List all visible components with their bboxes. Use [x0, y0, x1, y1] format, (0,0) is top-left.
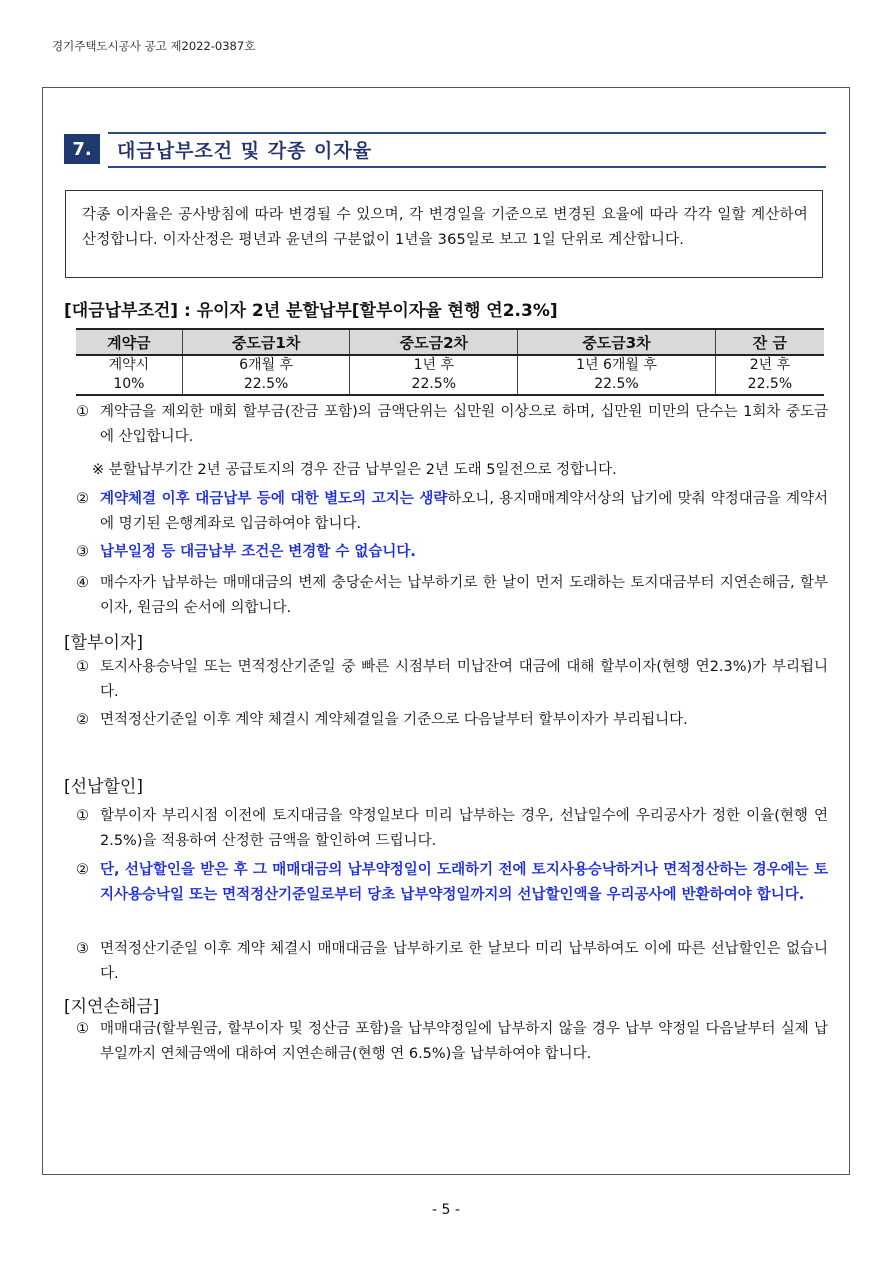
table-cell: 22.5% — [350, 375, 518, 395]
table-row-timing — [76, 355, 824, 375]
item-marker: ② — [76, 712, 89, 728]
table-cell: 22.5% — [715, 375, 824, 395]
prepayment-item-2 — [76, 858, 828, 908]
prepayment-item-3 — [76, 937, 828, 987]
prepayment-heading: [선납할인] — [64, 777, 143, 797]
table-cell: 22.5% — [182, 375, 350, 395]
item-text: 면적정산기준일 이후 계약 체결시 계약체결일을 기준으로 다음날부터 할부이자가 부리됩니다. — [100, 712, 688, 728]
section-rule-top — [108, 132, 826, 134]
item-marker: ④ — [76, 575, 89, 591]
item-marker: ① — [76, 808, 89, 824]
item-text: 토지사용승낙일 또는 면적정산기준일 중 빠른 시점부터 미납잔여 대금에 대해 할부이자(현행 연2.3%)가 부리됩니다. — [100, 659, 828, 700]
payment-schedule-table — [76, 328, 824, 396]
payment-terms-heading: [대금납부조건] : 유이자 2년 분할납부[할부이자율 현행 연2.3%] — [64, 301, 558, 321]
item-text: 할부이자 부리시점 이전에 토지대금을 약정일보다 미리 납부하는 경우, 선납일수에 우리공사가 정한 이율(현행 연2.5%)을 적용하여 산정한 금액을 할인하여 드립니다. — [100, 808, 828, 849]
table-header: 중도금1차 — [182, 329, 350, 355]
late-fee-heading: [지연손해금] — [64, 997, 160, 1017]
table-cell: 1년 6개월 후 — [518, 355, 716, 375]
payment-item-1 — [76, 400, 828, 450]
table-header: 중도금3차 — [518, 329, 716, 355]
table-row-ratio — [76, 375, 824, 395]
installment-item-2 — [76, 708, 828, 733]
table-header-row — [76, 329, 824, 355]
item-text: 매수자가 납부하는 매매대금의 변제 충당순서는 납부하기로 한 날이 먼저 도래하는 토지대금부터 지연손해금, 할부이자, 원금의 순서에 의합니다. — [100, 575, 828, 616]
payment-note: ※ 분할납부기간 2년 공급토지의 경우 잔금 납부일은 2년 도래 5일전으로 정합니다. — [92, 462, 617, 478]
table-cell: 1년 후 — [350, 355, 518, 375]
payment-item-3 — [76, 540, 828, 565]
item-marker: ① — [76, 659, 89, 675]
item-highlight: 계약체결 이후 대금납부 등에 대한 별도의 고지는 생략 — [100, 491, 448, 507]
table-cell: 22.5% — [518, 375, 716, 395]
item-marker: ③ — [76, 544, 89, 560]
page-number: - 5 - — [432, 1202, 460, 1218]
table-cell: 10% — [76, 375, 182, 395]
item-text: 면적정산기준일 이후 계약 체결시 매매대금을 납부하기로 한 날보다 미리 납부하여도 이에 따른 선납할인은 없습니다. — [100, 941, 828, 982]
table-cell: 6개월 후 — [182, 355, 350, 375]
item-highlight: 납부일정 등 대금납부 조건은 변경할 수 없습니다. — [100, 544, 416, 560]
item-marker: ① — [76, 1021, 89, 1037]
item-marker: ③ — [76, 941, 89, 957]
document-reference: 경기주택도시공사 공고 제2022-0387호 — [52, 39, 256, 53]
item-text: 매매대금(할부원금, 할부이자 및 정산금 포함)을 납부약정일에 납부하지 않을 경우 납부 약정일 다음날부터 실제 납부일까지 연체금액에 대하여 지연손해금(현행 연 6.5%)을 납부하여야 합니다. — [100, 1021, 828, 1062]
section-title-bar — [64, 132, 826, 168]
item-text-rest: 하오니, 용지매매계약서상의 납기에 맞춰 약정대금을 계약서에 명기된 은행계좌로 입금하여야 합니다. — [100, 491, 828, 532]
section-number: 7. — [64, 134, 100, 164]
installment-item-1 — [76, 655, 828, 705]
table-header: 계약금 — [76, 329, 182, 355]
table-cell: 계약시 — [76, 355, 182, 375]
installment-interest-heading: [할부이자] — [64, 633, 143, 653]
table-header: 중도금2차 — [350, 329, 518, 355]
item-text — [76, 487, 828, 537]
table-header: 잔 금 — [715, 329, 824, 355]
item-highlight: 단, 선납할인을 받은 후 그 매매대금의 납부약정일이 도래하기 전에 토지사용승낙하거나 면적정산하는 경우에는 토지사용승낙일 또는 면적정산기준일로부터 당초 납부약정일까지의 선납할인액을 우리공사에 반환하여야 합니다. — [100, 862, 828, 903]
item-marker: ② — [76, 491, 89, 507]
payment-item-4 — [76, 571, 828, 621]
table-cell: 2년 후 — [715, 355, 824, 375]
section-rule-bottom — [108, 166, 826, 168]
item-text: 계약금을 제외한 매회 할부금(잔금 포함)의 금액단위는 십만원 이상으로 하며, 십만원 미만의 단수는 1회차 중도금에 산입합니다. — [100, 404, 828, 445]
item-marker: ① — [76, 404, 89, 420]
item-marker: ② — [76, 862, 89, 878]
interest-notice-box: 각종 이자율은 공사방침에 따라 변경될 수 있으며, 각 변경일을 기준으로 변경된 요율에 따라 각각 일할 계산하여 산정합니다. 이자산정은 평년과 윤년의 구분없이 1년을 365일로 보고 1일 단위로 계산합니다. — [65, 190, 823, 278]
payment-item-2 — [76, 487, 828, 537]
section-title: 대금납부조건 및 각종 이자율 — [117, 140, 373, 162]
prepayment-item-1 — [76, 804, 828, 854]
late-fee-item-1 — [76, 1017, 828, 1067]
